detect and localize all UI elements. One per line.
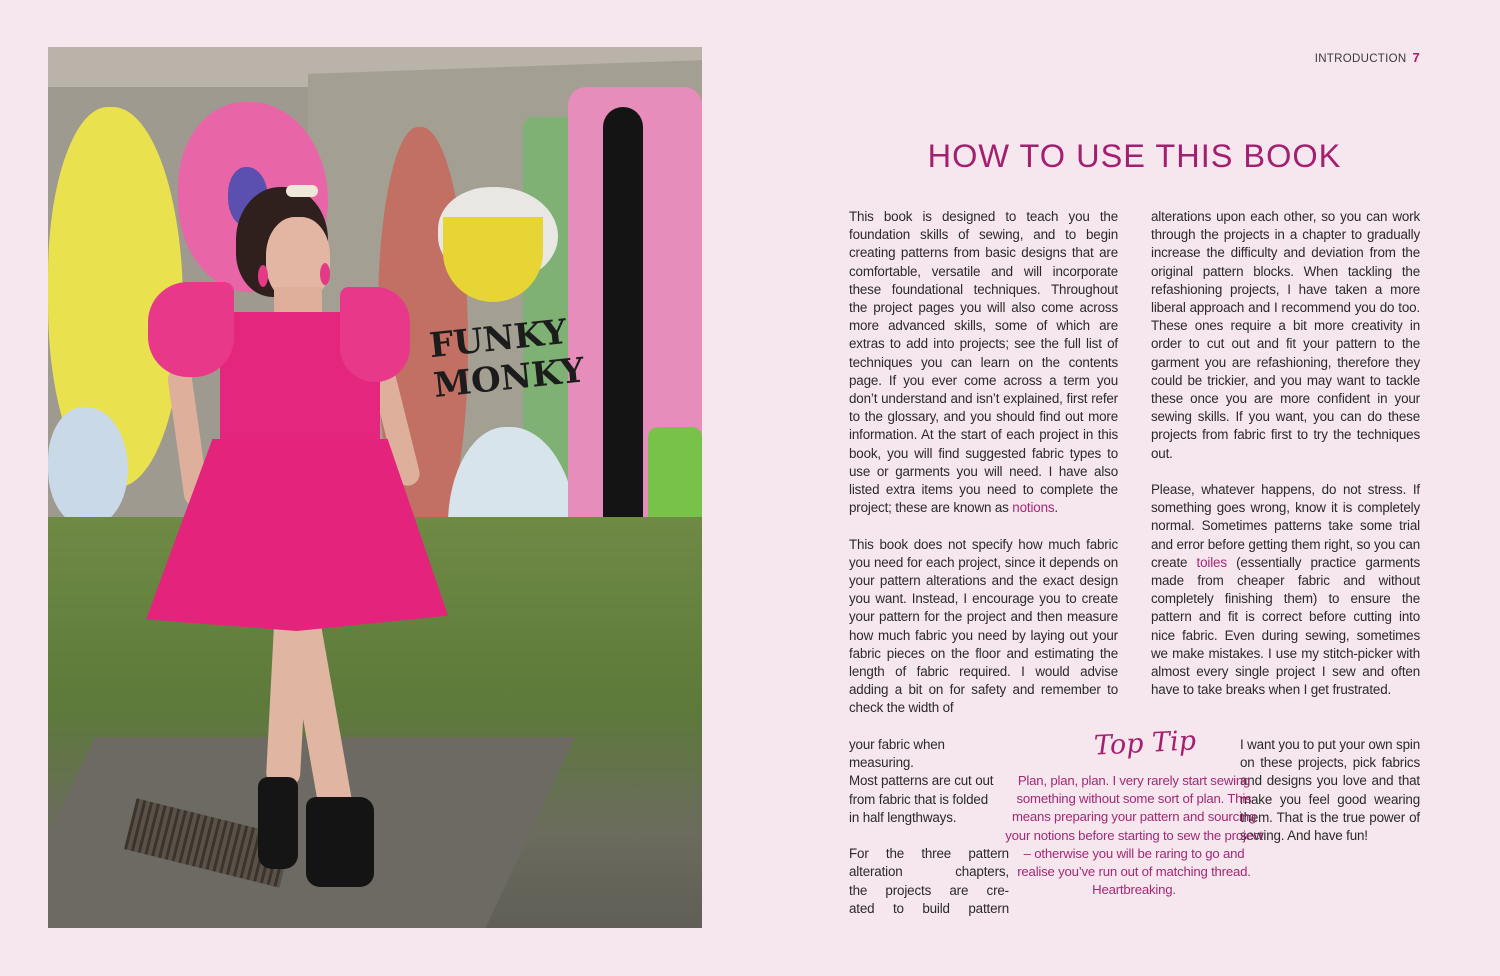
graffiti-lettering: FUNKY MONKY bbox=[427, 311, 587, 406]
boot-left bbox=[258, 777, 298, 869]
toiles-term: toiles bbox=[1196, 554, 1227, 570]
paragraph-stress-end: (essentially practice garments made from cheaper fabric and without completely finishing them) to ensure the pattern and fit is correct before cutting into nice fabric. Even during sewing, sometimes we make mistakes. I use my stitch-picker with almost every single project I sew and often have to take breaks when I get frustrated. bbox=[1151, 554, 1421, 698]
line: ated to build pattern bbox=[849, 900, 1009, 916]
graffiti-blue bbox=[48, 407, 128, 527]
text-column-left bbox=[849, 208, 1118, 718]
paragraph-fabric: This book does not specify how much fabric you need for each project, since it depends on your pattern alterations and the exact design you want. Instead, I encourage you to create your pattern for the project and then measure how much fabric you need by laying out your fabric pieces on the floor and estimating the length of fabric required. I would advise adding a bit on for safety and remember to check the width of bbox=[849, 536, 1118, 716]
notions-term: notions bbox=[1012, 500, 1055, 516]
paragraph-folded bbox=[849, 736, 1009, 827]
line: from fabric that is folded bbox=[849, 791, 988, 807]
running-header bbox=[1315, 50, 1420, 65]
text-column-right bbox=[1151, 208, 1420, 718]
earring-right bbox=[320, 263, 330, 285]
paragraph-chapters bbox=[849, 845, 1009, 918]
page-title: HOW TO USE THIS BOOK bbox=[927, 138, 1342, 174]
line: alteration chapters, bbox=[849, 864, 1009, 880]
paragraph-stress bbox=[1151, 481, 1420, 699]
paragraph-alterations: alterations upon each other, so you can work through the projects in a chapter to gradually increase the difficulty and deviation from the original pattern blocks. When tackling the refashioning projects, I have taken a more liberal approach and I recommend you do too. These ones require a bit more creativity in order to cut out and fit your pattern to the garment you are refashioning, therefore they could be trickier, and you may want to tackle these once you are more confident in your sewing skills. If you want, you can do these projects from fabric first to try the techniques out. bbox=[1151, 209, 1420, 461]
paragraph-intro-text: This book is designed to teach you the foundation skills of sewing, and to begin creating patterns from basic designs that are comfortable, versatile and will incorporate these foundational techniques. Throughout the project pages you will also come across more advanced skills, some of which are extras to add into projects; see the full list of techniques you can learn on the contents page. If you ever come across a term you don’t understand and isn’t explained, first refer to the glossary, and you should find out more information. At the start of each project in this book, you will find suggested fabric types to use or garments you will need. I have also listed extra items you need to complete the project; these are known as bbox=[849, 209, 1118, 516]
paragraph-intro bbox=[849, 208, 1118, 517]
dress-sleeve-right bbox=[340, 287, 410, 382]
text-column-left-bottom bbox=[849, 736, 1009, 936]
line: For the three pattern bbox=[849, 846, 1009, 862]
top-tip-heading: Top Tip bbox=[1093, 725, 1197, 762]
line: in half lengthways. bbox=[849, 809, 957, 825]
boot-right bbox=[306, 797, 374, 887]
page-number: 7 bbox=[1412, 50, 1420, 65]
dress-sleeve-left bbox=[148, 282, 234, 377]
line: Most patterns are cut out bbox=[849, 773, 994, 789]
top-tip-body: Plan, plan, plan. I very rarely start sewing something without some sort of plan. This means preparing your pattern and sourcing your notions before starting to sew the project – otherwise you will be raring to go and realise you’ve run out of matching thread. Heartbreaking. bbox=[1005, 773, 1263, 898]
paragraph-have-fun: I want you to put your own spin on these projects, pick fabrics and designs you love and that make you feel good wearing them. That is the true power of sewing. And have fun! bbox=[1240, 737, 1420, 844]
paragraph-intro-end: . bbox=[1054, 500, 1058, 516]
scrunchie bbox=[286, 185, 318, 197]
paragraph-stress-text: Please, whatever happens, do not stress. If something goes wrong, know it is completely normal. Sometimes patterns take some trial and error before getting them right, so you can create bbox=[1151, 482, 1420, 570]
cover-photo bbox=[48, 47, 702, 928]
earring-left bbox=[258, 265, 268, 287]
section-name: INTRODUCTION bbox=[1314, 53, 1407, 65]
line: your fabric when measuring. bbox=[849, 737, 945, 771]
line: the projects are cre- bbox=[849, 882, 1009, 898]
